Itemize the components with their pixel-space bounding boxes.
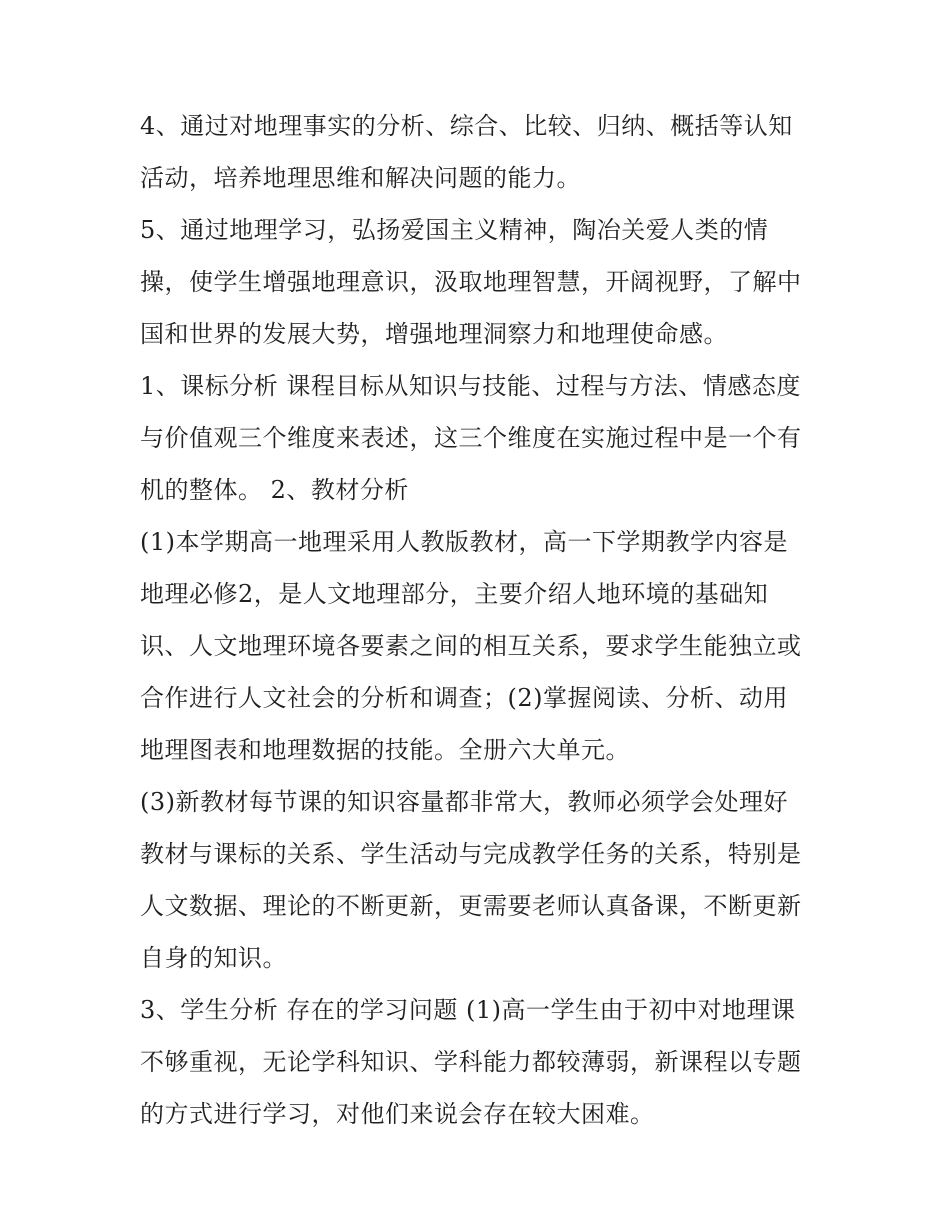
paragraph-curriculum-analysis	[140, 360, 830, 516]
paragraph-student-analysis	[140, 984, 830, 1140]
text-line: 教材与课标的关系、学生活动与完成教学任务的关系，特别是	[140, 840, 802, 868]
text-line: 活动，培养地理思维和解决问题的能力。	[140, 164, 581, 192]
text-line: 5、通过地理学习，弘扬爱国主义精神，陶冶关爱人类的情	[140, 216, 769, 244]
text-line: 的方式进行学习，对他们来说会存在较大困难。	[140, 1100, 655, 1128]
text-line: 识、人文地理环境各要素之间的相互关系，要求学生能独立或	[140, 632, 802, 660]
paragraph-textbook-analysis-3	[140, 776, 830, 984]
text-line: 3、学生分析 存在的学习问题 (1)高一学生由于初中对地理课	[140, 996, 796, 1024]
text-line: 机的整体。 2、教材分析	[140, 476, 409, 504]
text-line: 地理必修2，是人文地理部分，主要介绍人地环境的基础知	[140, 580, 769, 608]
text-line: 地理图表和地理数据的技能。全册六大单元。	[140, 736, 630, 764]
document-body	[140, 100, 830, 1140]
paragraph-objective-5	[140, 204, 830, 360]
paragraph-objective-4	[140, 100, 830, 204]
text-line: (3)新教材每节课的知识容量都非常大，教师必须学会处理好	[140, 788, 788, 816]
text-line: (1)本学期高一地理采用人教版教材，高一下学期教学内容是	[140, 528, 788, 556]
text-line: 国和世界的发展大势，增强地理洞察力和地理使命感。	[140, 320, 728, 348]
text-line: 操，使学生增强地理意识，汲取地理智慧，开阔视野，了解中	[140, 268, 802, 296]
text-line: 与价值观三个维度来表述，这三个维度在实施过程中是一个有	[140, 424, 802, 452]
text-line: 4、通过对地理事实的分析、综合、比较、归纳、概括等认知	[140, 112, 793, 140]
text-line: 人文数据、理论的不断更新，更需要老师认真备课，不断更新	[140, 892, 802, 920]
text-line: 不够重视，无论学科知识、学科能力都较薄弱，新课程以专题	[140, 1048, 802, 1076]
text-line: 1、课标分析 课程目标从知识与技能、过程与方法、情感态度	[140, 372, 801, 400]
paragraph-textbook-analysis-1	[140, 516, 830, 776]
text-line: 合作进行人文社会的分析和调查；(2)掌握阅读、分析、动用	[140, 684, 788, 712]
text-line: 自身的知识。	[140, 944, 287, 972]
